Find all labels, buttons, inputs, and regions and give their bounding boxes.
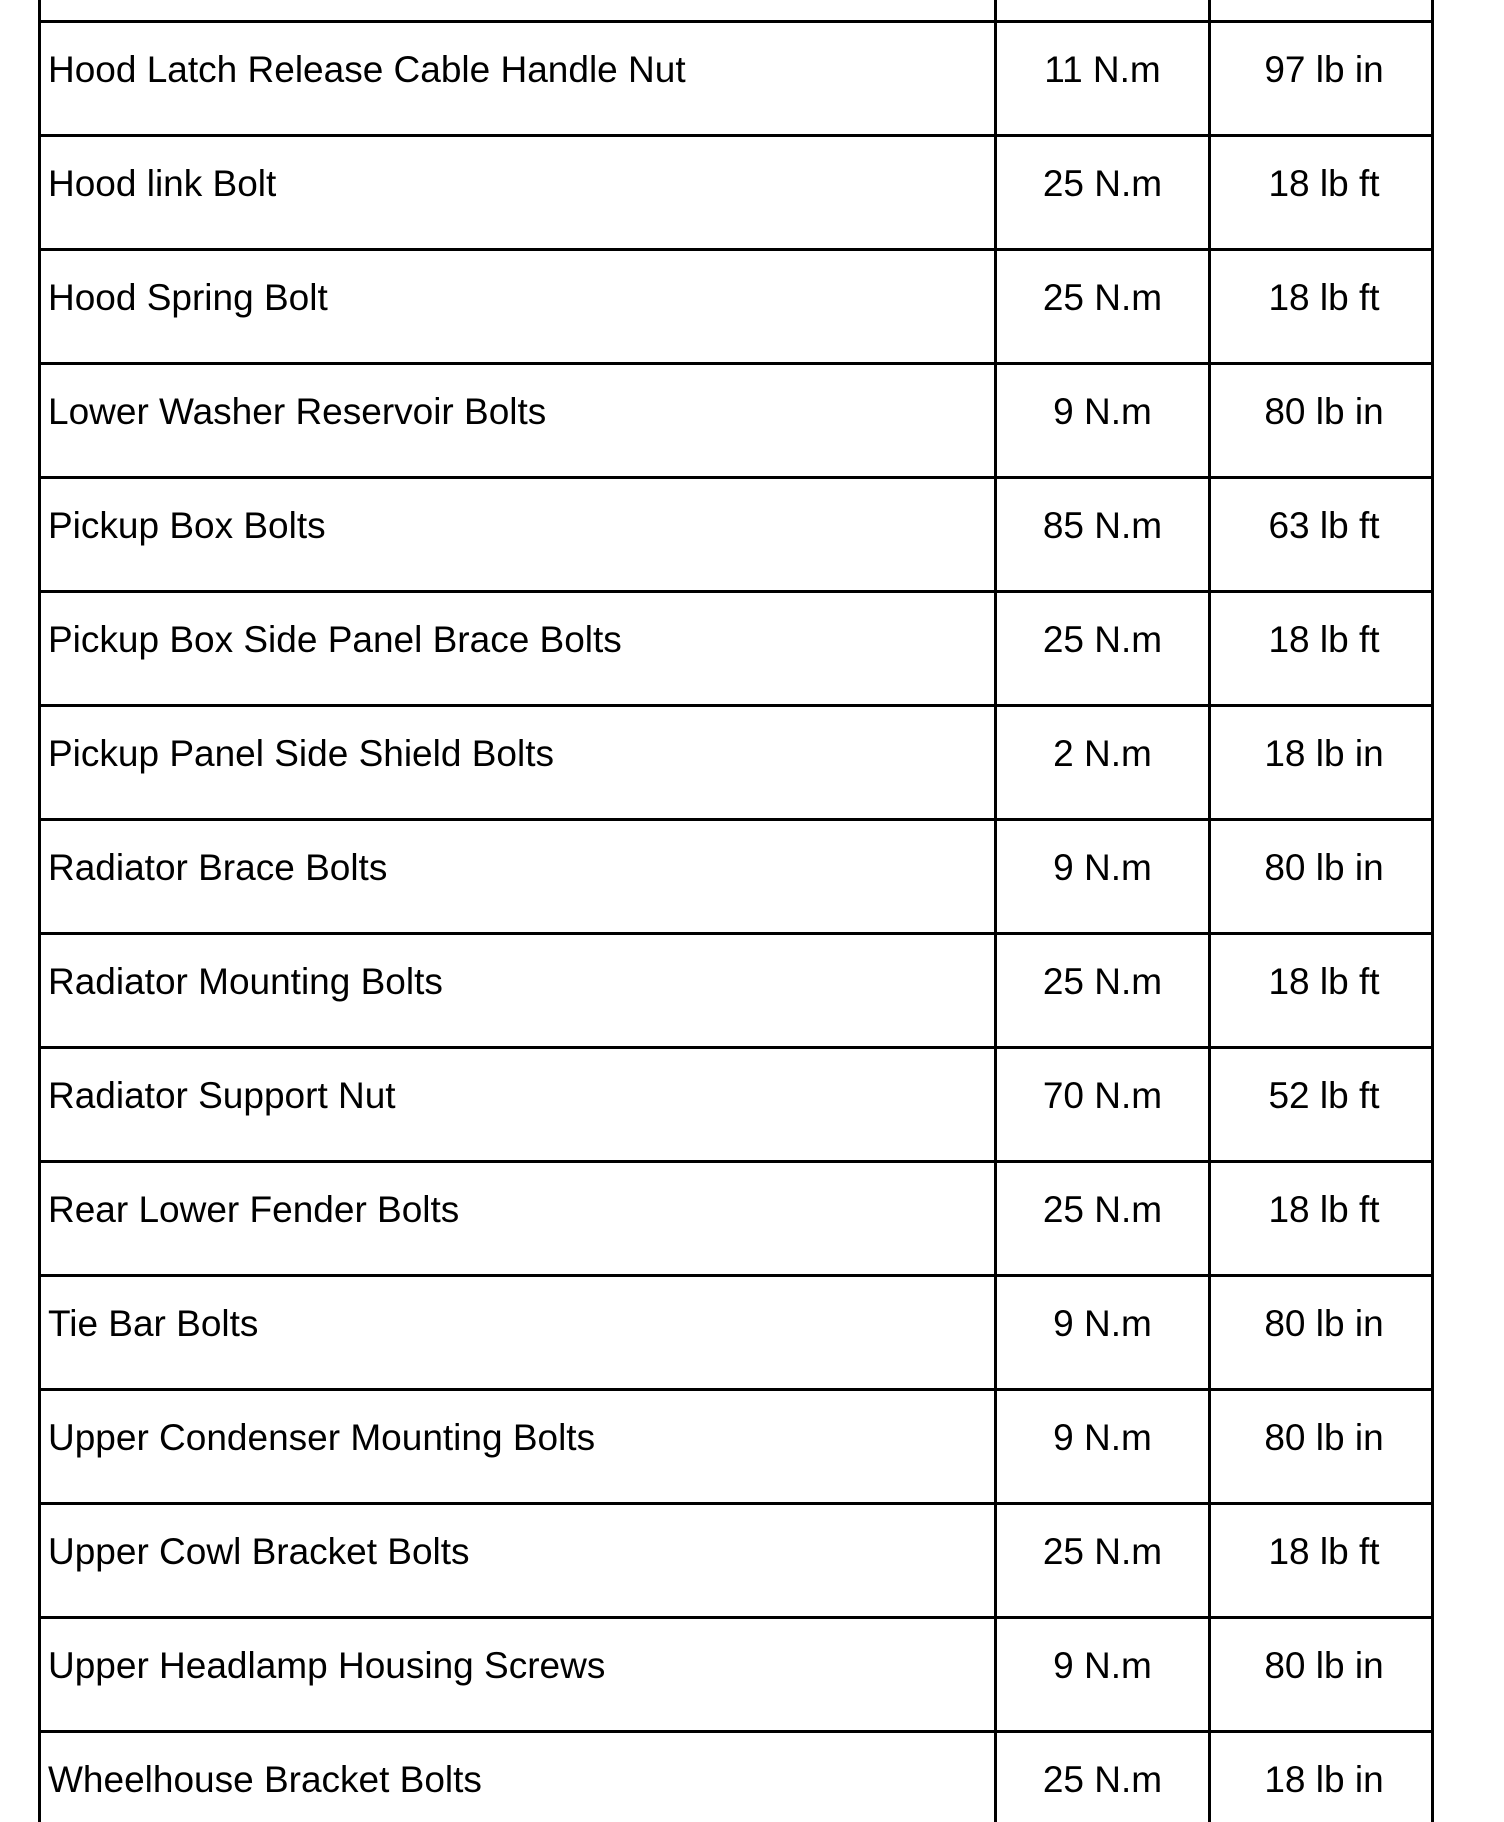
torque-english: 18 lb in [1210, 1732, 1433, 1822]
torque-english: 63 lb ft [1210, 478, 1433, 592]
table-cell-empty [1210, 0, 1433, 22]
torque-english: 18 lb in [1210, 706, 1433, 820]
fastener-description: Pickup Box Bolts [40, 478, 996, 592]
fastener-description: Radiator Mounting Bolts [40, 934, 996, 1048]
fastener-description: Hood Spring Bolt [40, 250, 996, 364]
table-row [40, 1390, 1433, 1504]
fastener-description: Lower Washer Reservoir Bolts [40, 364, 996, 478]
table-cell-empty [40, 0, 996, 22]
torque-metric: 11 N.m [996, 22, 1210, 136]
fastener-description: Upper Headlamp Housing Screws [40, 1618, 996, 1732]
table-row [40, 1048, 1433, 1162]
torque-metric: 25 N.m [996, 250, 1210, 364]
fastener-description: Hood link Bolt [40, 136, 996, 250]
torque-english: 18 lb ft [1210, 136, 1433, 250]
table-row [40, 706, 1433, 820]
table-row [40, 478, 1433, 592]
fastener-description: Pickup Box Side Panel Brace Bolts [40, 592, 996, 706]
torque-english: 18 lb ft [1210, 1504, 1433, 1618]
fastener-description: Rear Lower Fender Bolts [40, 1162, 996, 1276]
table-row [40, 934, 1433, 1048]
fastener-torque-table [38, 0, 1434, 1822]
fastener-description: Radiator Support Nut [40, 1048, 996, 1162]
torque-english: 18 lb ft [1210, 1162, 1433, 1276]
torque-metric: 9 N.m [996, 820, 1210, 934]
fastener-description: Pickup Panel Side Shield Bolts [40, 706, 996, 820]
torque-english: 80 lb in [1210, 1390, 1433, 1504]
table-row [40, 820, 1433, 934]
fastener-description: Upper Condenser Mounting Bolts [40, 1390, 996, 1504]
torque-english: 18 lb ft [1210, 934, 1433, 1048]
torque-english: 18 lb ft [1210, 250, 1433, 364]
table-row [40, 136, 1433, 250]
fastener-description: Radiator Brace Bolts [40, 820, 996, 934]
table-row [40, 1162, 1433, 1276]
table-row [40, 22, 1433, 136]
table-row [40, 1276, 1433, 1390]
torque-metric: 25 N.m [996, 1504, 1210, 1618]
torque-metric: 9 N.m [996, 364, 1210, 478]
fastener-description: Tie Bar Bolts [40, 1276, 996, 1390]
table-body [40, 0, 1433, 1822]
torque-metric: 25 N.m [996, 592, 1210, 706]
table-row [40, 364, 1433, 478]
torque-metric: 9 N.m [996, 1618, 1210, 1732]
table-cell-empty [996, 0, 1210, 22]
table-row [40, 1618, 1433, 1732]
torque-english: 80 lb in [1210, 820, 1433, 934]
torque-metric: 25 N.m [996, 934, 1210, 1048]
torque-english: 80 lb in [1210, 1276, 1433, 1390]
table-row [40, 592, 1433, 706]
torque-metric: 2 N.m [996, 706, 1210, 820]
torque-metric: 85 N.m [996, 478, 1210, 592]
table-row [40, 250, 1433, 364]
torque-metric: 25 N.m [996, 136, 1210, 250]
torque-metric: 70 N.m [996, 1048, 1210, 1162]
fastener-description: Wheelhouse Bracket Bolts [40, 1732, 996, 1822]
torque-english: 97 lb in [1210, 22, 1433, 136]
torque-metric: 25 N.m [996, 1162, 1210, 1276]
table-row [40, 1504, 1433, 1618]
torque-metric: 25 N.m [996, 1732, 1210, 1822]
fastener-description: Hood Latch Release Cable Handle Nut [40, 22, 996, 136]
torque-english: 80 lb in [1210, 364, 1433, 478]
torque-english: 80 lb in [1210, 1618, 1433, 1732]
table-row [40, 1732, 1433, 1822]
fastener-description: Upper Cowl Bracket Bolts [40, 1504, 996, 1618]
torque-english: 18 lb ft [1210, 592, 1433, 706]
table-row-partial [40, 0, 1433, 22]
torque-english: 52 lb ft [1210, 1048, 1433, 1162]
torque-metric: 9 N.m [996, 1390, 1210, 1504]
torque-metric: 9 N.m [996, 1276, 1210, 1390]
